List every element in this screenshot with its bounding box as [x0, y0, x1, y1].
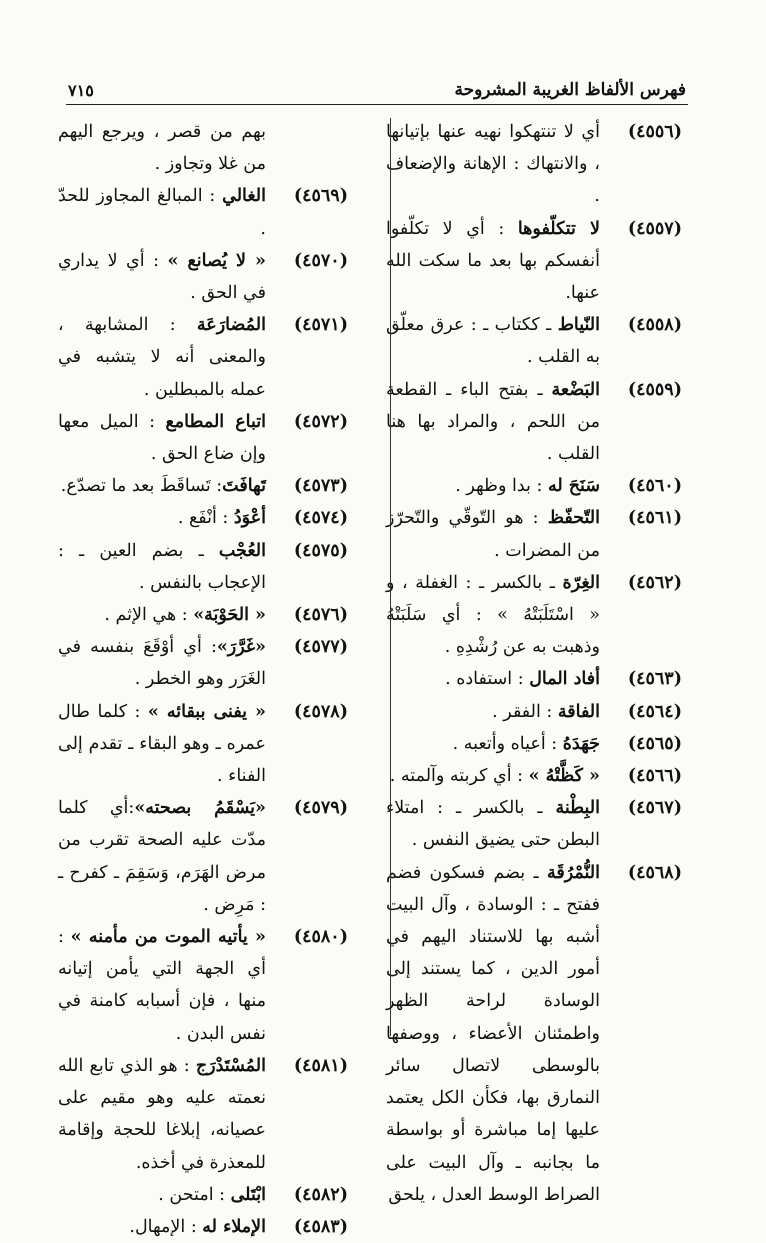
entry-body	[445, 669, 600, 689]
entry-number: (٤٥٨٠)	[293, 927, 348, 948]
entry-term: « كَظَّتْهُ »	[528, 766, 600, 787]
glossary-entry	[58, 599, 348, 631]
page-number: ٧١٥	[68, 81, 94, 100]
entry-term: المُسْتَدْرَج	[195, 1055, 266, 1076]
entry-definition: : الميل معها وإن ضاع الحق .	[58, 411, 266, 465]
entry-number: (٤٥٨٢)	[293, 1184, 348, 1205]
entry-definition: : كلما طال عمره ـ وهو البقاء ـ تقدم إلى الفناء .	[58, 701, 266, 787]
entry-definition: ـ بضم العين ـ : الإعجاب بالنفس .	[58, 540, 266, 593]
entry-number: (٤٥٧٤)	[293, 508, 348, 529]
entry-term: « يأتيه الموت من مأمنه »	[70, 927, 266, 948]
glossary-entry	[58, 309, 348, 406]
entry-body	[61, 476, 266, 496]
entry-term: الإملاء له	[202, 1216, 266, 1237]
entry-definition: : الإمهال.	[129, 1216, 203, 1237]
entry-body	[58, 637, 266, 689]
entry-number: (٤٥٦٨)	[627, 862, 682, 883]
glossary-entry	[58, 921, 348, 1050]
entry-definition: : أي لا تكلّفوا أنفسكم بها بعد ما سكت الله عنها.	[386, 218, 600, 304]
entry-term: تَهافَتَ	[222, 476, 266, 497]
entry-term: الفاقة	[557, 701, 600, 722]
entry-body	[104, 605, 266, 625]
entry-definition: : أنْفَع .	[177, 508, 234, 529]
entry-term: الغِرّة	[562, 572, 600, 593]
entry-body	[178, 508, 266, 528]
entry-number: (٤٥٦٣)	[627, 669, 682, 690]
entry-number: (٤٥٧٠)	[293, 250, 348, 271]
entry-definition: : المبالغ المجاوز للحدّ .	[58, 186, 266, 239]
entry-definition: : بدا وظهر .	[455, 476, 548, 497]
entry-definition: ـ بضم فسكون فضم ففتح ـ : الوسادة ، وآل البيت أشبه بها للاستناد اليهم في أمور الدين ، كما يستند إلى الوسادة لراحة الظهر واطمئنان الأعضاء ، ووصفها بالوسطى لاتصال سائر النمارق بها، فكأن الكل يعتمد عليها إما مباشرة أو بواسطة ما بجانبه ـ وآل البيت على الصراط الوسط العدل ، يلحق	[386, 862, 600, 1205]
glossary-entry	[386, 116, 682, 213]
entry-body	[386, 798, 600, 850]
glossary-entry	[58, 1179, 348, 1211]
entry-number: (٤٥٦٠)	[627, 476, 682, 497]
entry-definition: : أي كربته وآلمته .	[389, 766, 529, 787]
entry-number: (٤٥٦٤)	[627, 701, 682, 722]
entry-term: النُّمْرُقَة	[547, 862, 600, 883]
glossary-entry	[58, 470, 348, 502]
entry-definition: : امتحن .	[158, 1184, 231, 1205]
entry-number: (٤٥٨١)	[293, 1055, 348, 1076]
entry-definition: بهم من قصر ، ويرجع اليهم من غلا وتجاوز .	[58, 122, 266, 175]
glossary-entry	[386, 857, 682, 1211]
page-header	[68, 72, 686, 100]
entry-term: البِطْنة	[555, 798, 600, 819]
entry-body	[386, 863, 600, 1205]
entry-definition: : هو التّوقّي والتّحرّز من المضرات .	[386, 508, 600, 561]
glossary-entry	[386, 760, 682, 792]
entry-term: لا تتكلّفوها	[517, 218, 600, 239]
entry-number: (٤٥٦١)	[627, 508, 682, 529]
entry-body	[386, 508, 600, 560]
header-rule	[66, 104, 688, 105]
right-column	[386, 116, 682, 1211]
glossary-entry	[58, 406, 348, 470]
entry-term: أعْوَدُ	[233, 508, 266, 529]
glossary-entry	[386, 663, 682, 695]
entry-number: (٤٥٦٢)	[627, 572, 682, 593]
glossary-entry	[58, 696, 348, 793]
entry-term: ابْتَلى	[230, 1184, 266, 1205]
entry-body	[58, 412, 266, 464]
entry-term: أفاد المال	[529, 669, 600, 690]
entry-body	[129, 1217, 266, 1237]
entry-term: «يَسْقَمُ بصحته»	[134, 798, 266, 819]
entry-term: النّياط	[557, 315, 600, 336]
entry-number: (٤٥٦٦)	[627, 766, 682, 787]
entry-definition: ـ بالكسر ـ : امتلاء البطن حتى يضيق النفس .	[386, 798, 600, 851]
glossary-entry	[386, 567, 682, 664]
glossary-entry	[386, 502, 682, 566]
entry-number: (٤٥٧٣)	[293, 476, 348, 497]
entry-body	[58, 251, 266, 303]
entry-definition: : هي الإثم .	[104, 605, 194, 626]
entry-term: اتباع المطامع	[165, 411, 266, 432]
glossary-entry	[58, 1050, 348, 1179]
entry-body	[58, 1056, 266, 1173]
entry-definition: : أي لا يداري في الحق .	[58, 250, 266, 304]
glossary-entry	[58, 180, 348, 244]
entry-number: (٤٥٦٥)	[627, 733, 682, 754]
entry-number: (٤٥٥٦)	[627, 122, 682, 142]
entry-definition: : استفاده .	[445, 669, 530, 690]
entry-term: «غَرَّرَ»	[216, 637, 266, 658]
entry-number: (٤٥٧٩)	[293, 798, 348, 819]
entry-definition: : أي الجهة التي يأمن إتيانه منها ، فإن أسبابه كامنة في نفس البدن .	[58, 927, 266, 1044]
entry-body	[158, 1185, 266, 1205]
glossary-entry	[58, 792, 348, 921]
entry-body	[453, 734, 600, 754]
entry-definition: ـ بفتح الباء ـ القطعة من اللحم ، والمراد بها هنا القلب .	[386, 379, 600, 465]
entry-term: « يفنى ببقائه »	[147, 701, 266, 722]
entry-body	[58, 315, 266, 399]
entry-body	[386, 219, 600, 303]
entry-body	[58, 541, 266, 593]
glossary-entry	[386, 792, 682, 856]
glossary-entry	[386, 728, 682, 760]
entry-body	[492, 702, 600, 722]
entry-definition: : أعياه وأتعبه .	[452, 733, 563, 754]
entry-body	[386, 315, 600, 367]
glossary-entry	[58, 502, 348, 534]
entry-definition: : أي أوْقَعَ بنفسه في الغَرَر وهو الخطر .	[58, 637, 266, 690]
entry-body	[386, 573, 600, 657]
entry-term: العُجْب	[218, 540, 266, 561]
entry-body	[58, 927, 266, 1044]
glossary-entry	[386, 309, 682, 373]
entry-term: التّحفّظ	[547, 508, 600, 529]
entry-body	[58, 702, 266, 786]
entry-definition: أي لا تنتهكوا نهيه عنها بإتيانها ، والانتهاك : الإهانة والإضعاف .	[386, 122, 600, 207]
column-divider	[390, 118, 391, 1036]
entry-body	[58, 798, 266, 915]
entry-body	[386, 380, 600, 464]
entry-number: (٤٥٥٩)	[627, 379, 682, 400]
entry-term: « الحَوْبَة»	[193, 605, 266, 626]
entry-number: (٤٥٧٨)	[293, 701, 348, 722]
glossary-entry	[386, 213, 682, 310]
entry-definition: ـ ككتاب ـ : عرق معلّق به القلب .	[386, 315, 600, 368]
entry-number: (٤٥٧١)	[293, 315, 348, 336]
entry-number: (٤٥٧٦)	[293, 605, 348, 626]
entry-number: (٤٥٨٣)	[293, 1216, 348, 1237]
entry-body	[455, 476, 600, 496]
glossary-entry	[58, 116, 348, 180]
entry-body	[58, 186, 266, 238]
entry-number: (٤٥٧٢)	[293, 411, 348, 432]
left-column	[58, 116, 348, 1243]
entry-definition: : هو الذي تابع الله نعمته عليه وهو مقيم على عصيانه، إبلاغا للحجة وإقامة للمعذرة في أخذه.	[58, 1055, 266, 1173]
glossary-entry	[58, 1211, 348, 1243]
entry-definition: ـ بالكسر ـ : الغفلة ، و « اسْتَلَبَتْهُ » : أي سَلَبَتْهُ وذهبت به عن رُشْدِهِ .	[386, 572, 600, 658]
entry-term: الغالي	[222, 186, 266, 207]
entry-term: المُضارَعَة	[196, 315, 266, 336]
entry-body	[386, 122, 600, 206]
entry-number: (٤٥٦٧)	[627, 798, 682, 819]
entry-body	[390, 766, 600, 786]
entry-number: (٤٥٦٩)	[293, 186, 348, 207]
entry-term: البَضْعة	[551, 379, 600, 400]
glossary-entry	[386, 470, 682, 502]
entry-number: (٤٥٧٧)	[293, 637, 348, 658]
entry-term: « لا يُصانع »	[167, 250, 266, 271]
entry-number: (٤٥٥٧)	[627, 218, 682, 239]
entry-definition: : الفقر .	[492, 701, 558, 722]
entry-number: (٤٥٥٨)	[627, 315, 682, 336]
entry-definition: : المشابهة ، والمعنى أنه لا يتشبه في عمله بالمبطلين .	[58, 315, 266, 400]
glossary-entry	[58, 535, 348, 599]
entry-term: سَنَحَ له	[547, 476, 600, 497]
entry-definition: :أي كلما مدّت عليه الصحة تقرب من مرض الهَرَم، وَسَقِمَ ـ كفرح ـ : مَرِض .	[58, 798, 266, 915]
running-title: فهرس الألفاظ الغريبة المشروحة	[454, 80, 686, 100]
glossary-entry	[58, 631, 348, 695]
entry-definition: : تَساقَطَ بعد ما تصدّع.	[60, 476, 223, 497]
entry-term: جَهَدَهُ	[562, 733, 600, 754]
entry-body	[58, 122, 266, 174]
glossary-entry	[386, 374, 682, 471]
glossary-entry	[386, 696, 682, 728]
glossary-entry	[58, 245, 348, 309]
entry-number: (٤٥٧٥)	[293, 540, 348, 561]
